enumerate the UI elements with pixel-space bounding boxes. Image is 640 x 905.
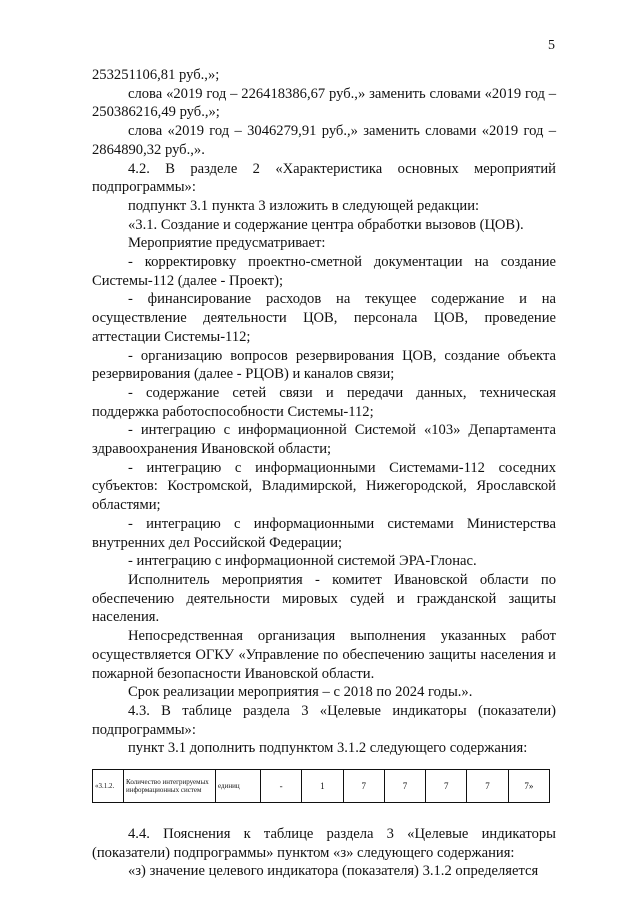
after-table-section bbox=[92, 825, 556, 881]
table-cell-value: 7 bbox=[384, 770, 425, 803]
table-cell-value: 1 bbox=[302, 770, 343, 803]
table-cell-unit: единиц bbox=[216, 770, 261, 803]
list-item: - корректировку проектно-сметной документации на создание Системы-112 (далее - Проект); bbox=[92, 254, 556, 289]
table-cell-number: «3.1.2. bbox=[93, 770, 124, 803]
document-body bbox=[92, 66, 556, 881]
paragraph: подпункт 3.1 пункта 3 изложить в следующей редакции: bbox=[128, 197, 480, 214]
table-cell-value: 7 bbox=[467, 770, 508, 803]
table-row bbox=[93, 770, 550, 803]
paragraph: Непосредственная организация выполнения указанных работ осуществляется ОГКУ «Управление по обеспечению защиты населения и пожарной безопасности Ивановской области. bbox=[92, 628, 556, 682]
page-number: 5 bbox=[548, 38, 555, 53]
paragraph: слова «2019 год – 226418386,67 руб.,» заменить словами «2019 год – 250386216,49 руб.,»; bbox=[92, 85, 556, 121]
paragraph: Исполнитель мероприятия - комитет Ивановской области по обеспечению деятельности мировых судей и гражданской защиты населения. bbox=[92, 571, 556, 626]
list-item: - организацию вопросов резервирования ЦОВ, создание объекта резервирования (далее - РЦОВ) и каналов связи; bbox=[92, 347, 556, 383]
table-cell-name: Количество интегрируемых информационных систем bbox=[124, 770, 216, 803]
paragraph: «3.1. Создание и содержание центра обработки вызовов (ЦОВ). bbox=[128, 216, 524, 233]
list-item: - интеграцию с информационными системами Министерства внутренних дел Российской Федерации; bbox=[92, 515, 556, 551]
list-item: - интеграцию с информационной системой ЭРА-Глонас. bbox=[128, 553, 477, 570]
table-cell-value: - bbox=[261, 770, 302, 803]
paragraph: 253251106,81 руб.,»; bbox=[92, 67, 220, 83]
paragraph: 4.3. В таблице раздела 3 «Целевые индикаторы (показатели) подпрограммы»: bbox=[92, 702, 556, 738]
paragraph: 4.4. Пояснения к таблице раздела 3 «Целевые индикаторы (показатели) подпрограммы» пунктом «з» следующего содержания: bbox=[92, 826, 556, 861]
list-item: - содержание сетей связи и передачи данных, техническая поддержка работоспособности Системы-112; bbox=[92, 384, 556, 420]
indicator-table bbox=[92, 769, 550, 803]
paragraph: «з) значение целевого индикатора (показателя) 3.1.2 определяется bbox=[128, 863, 539, 880]
paragraph: Мероприятие предусматривает: bbox=[128, 235, 326, 252]
table-cell-value: 7 bbox=[343, 770, 384, 803]
indicator-table-wrap bbox=[92, 769, 556, 805]
list-item: - финансирование расходов на текущее содержание и на осуществление деятельности ЦОВ, персонала ЦОВ, проведение аттестации Системы-112; bbox=[92, 291, 556, 345]
table-cell-value: 7 bbox=[426, 770, 467, 803]
paragraph: 4.2. В разделе 2 «Характеристика основных мероприятий подпрограммы»: bbox=[92, 160, 556, 196]
table-cell-value: 7» bbox=[508, 770, 549, 803]
list-item: - интеграцию с информационными Системами-112 соседних субъектов: Костромской, Владимирской, Нижегородской, Ярославской областями; bbox=[92, 459, 556, 514]
paragraph: пункт 3.1 дополнить подпунктом 3.1.2 следующего содержания: bbox=[128, 740, 528, 757]
paragraph: Срок реализации мероприятия – с 2018 по 2024 годы.». bbox=[128, 684, 473, 701]
paragraph: слова «2019 год – 3046279,91 руб.,» заменить словами «2019 год – 2864890,32 руб.,». bbox=[92, 123, 556, 158]
list-item: - интеграцию с информационной Системой «103» Департамента здравоохранения Ивановской области; bbox=[92, 422, 556, 458]
